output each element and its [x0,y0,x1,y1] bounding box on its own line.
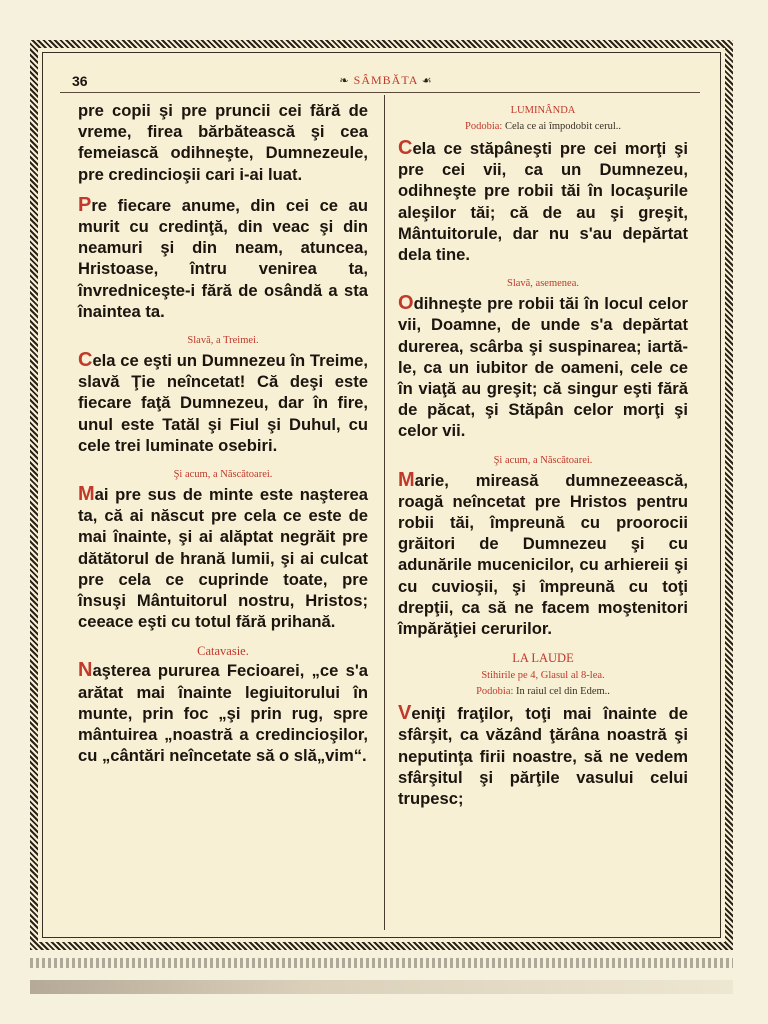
scan-shadow [30,980,733,994]
podobia-line: Podobia: Cela ce ai împodobit cerul.. [464,121,621,132]
podobia-line: Podobia: In raiul cel din Edem.. [476,686,610,698]
rubric: LA LAUDE [512,651,574,666]
drop-initial: V [398,702,412,725]
ornament-left-icon: ❧ [339,75,350,87]
page-header [60,70,700,93]
paragraph: Cela ce stăpâneşti pre cei morţi şi pre cei vii, ca un Dumnezeu, odihneşte pre robii tăi în locaşurile aleşilor tăi; că de au şi greşit, Mântuitorule, dar nu s'au depărtat dela tine. [398,137,688,265]
paragraph: Cela ce eşti un Dumnezeu în Treime, slavă Ţie neîncetat! Că deşi este fiecare faţă Dumnezeu, dar în fire, unul este Tatăl şi Fiul şi Duhul, cu cele trei luminate osebiri. [78,349,368,455]
ornament-right-icon: ☙ [421,75,433,87]
rubric: Catavasie. [197,644,249,659]
paragraph: Pre fiecare anume, din cei ce au murit cu credinţă, din veac şi din neamuri şi din neam, atuncea, Hristoase, întru venirea ta, învredniceşte-i fără de osândă a sta înaintea ta. [78,193,368,321]
scan-edge [30,958,733,968]
paragraph: Marie, mireasă dumnezeească, roagă neîncetat pre Hristos pentru robii tăi, împreună cu proorocii grăitori de Dumnezeu şi cu adunările mucenicilor, cu arhiereii şi cu cuvioşii, şi împreună cu toţi drepţii, ca să ne facem moştenitori împărăţiei cerurilor. [398,468,688,639]
rubric: Stihirile pe 4, Glasul al 8-lea. [481,670,605,682]
paragraph: pre copii şi pre pruncii cei fără de vreme, firea bărbătească şi cea femeiască odihneşte, Dumnezeule, pre credincioşii cari i-ai luat. [78,101,368,184]
page-number: 36 [72,73,88,89]
rubric: LUMINÂNDA [510,105,576,116]
paragraph: Odihneşte pre robii tăi în locul celor vii, Doamne, de unde s'a depărtat durerea, scârba şi suspinarea; iartă-le, ca un iubitor de oameni, cele ce în viaţă au greşit; că singur eşti fără de păcat, şi Stăpân celor morţi şi celor vii. [398,292,688,441]
running-title-block [192,73,700,92]
running-title: SÂMBĂTA [353,73,418,87]
drop-initial: M [78,483,95,506]
drop-initial: O [398,292,414,315]
paragraph: Naşterea pururea Fecioarei, „ce s'a arătat mai înainte legiuitorului în munte, prin foc „şi prin rug, spre mântuirea „noastră a credincioşilor, cu „cântări neîncetate să o slă„vim“. [78,659,368,766]
right-column [398,100,688,809]
rubric: Slavă, a Treimei. [187,335,259,347]
rubric: Şi acum, a Născătoarei. [493,454,593,466]
rubric: Slavă, asemenea. [506,278,579,290]
drop-initial: C [398,137,413,159]
paragraph: Mai pre sus de minte este naşterea ta, că ai născut pre cela ce este de mai înainte, şi ai alăptat negrăit pre dătătorul de hrană lumii, şi ai culcat pre cela ce cuprinde toate, pre însuşi Mântuitorul nostru, Hristos; ceeace eşti cu totul fără prihană. [78,483,368,632]
drop-initial: M [398,468,415,491]
drop-initial: C [78,349,93,372]
column-divider [384,95,385,930]
drop-initial: P [78,193,92,216]
rubric: Şi acum, a Născătoarei. [173,469,273,481]
paragraph: Veniţi fraţilor, toţi mai înainte de sfârşit, ca văzând ţărâna noastră şi neputinţa firii noastre, să ne vedem sfârşitul şi părţile vasului celui trupesc; [398,702,688,809]
left-column [78,100,368,766]
drop-initial: N [78,659,93,682]
